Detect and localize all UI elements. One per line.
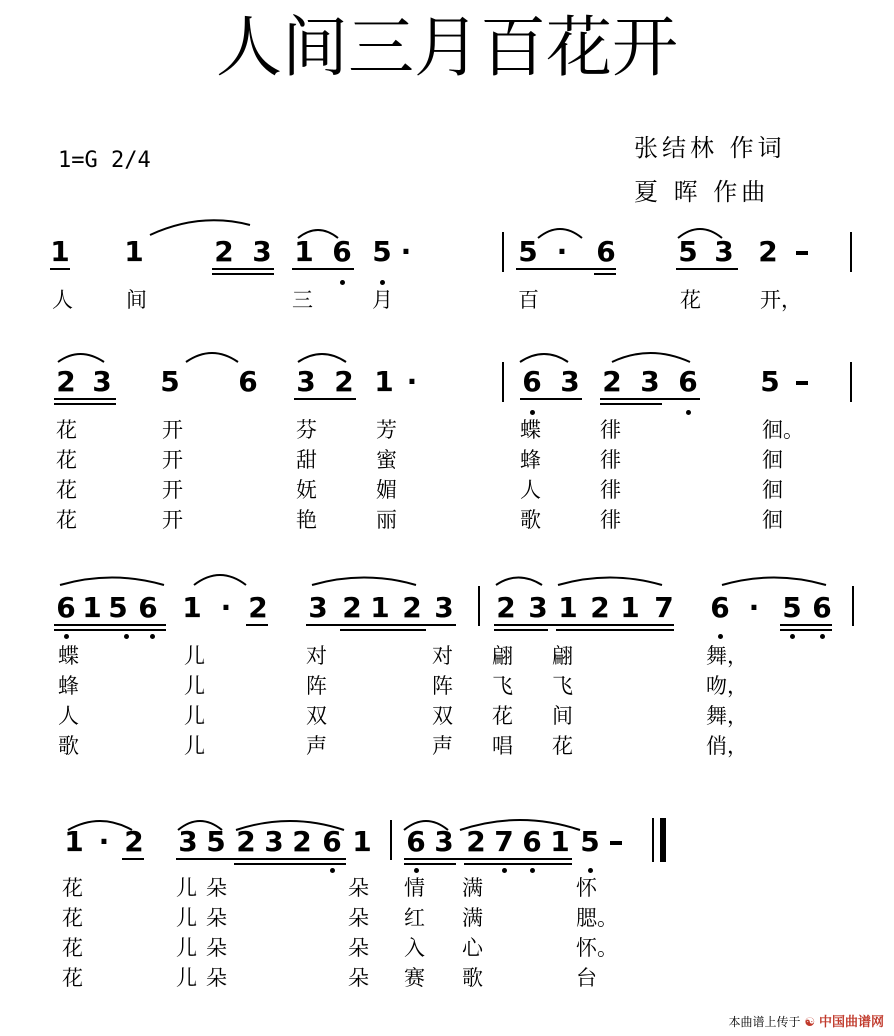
extension-dash <box>610 841 622 845</box>
lyric: 开 <box>162 508 183 532</box>
note: 1 <box>64 825 84 858</box>
lyric: 翩 <box>552 644 573 668</box>
augmentation-dot: · <box>406 365 418 398</box>
lyric: 开， <box>760 288 802 312</box>
note: 3 <box>178 825 198 858</box>
key-time-signature: 1=G 2/4 <box>58 148 151 173</box>
lyric: 间 <box>126 288 147 312</box>
lyric: 红 <box>404 906 425 930</box>
note: 5 <box>206 825 226 858</box>
page-title: 人间三月百花开 <box>216 9 678 86</box>
lyric: 舞， <box>706 644 748 668</box>
note: 1 <box>82 591 102 624</box>
lyric: 舞， <box>706 704 748 728</box>
lyric: 俏， <box>706 734 748 758</box>
lyric: 朵 <box>348 936 369 960</box>
note: 2 <box>248 591 268 624</box>
note: 2 <box>292 825 312 858</box>
lyric: 花 <box>62 966 83 990</box>
lyric: 徘 <box>600 478 621 502</box>
lyric: 飞 <box>492 674 513 698</box>
lyric: 儿 <box>176 966 197 990</box>
note: 6 <box>332 235 352 268</box>
note: 5 <box>580 825 600 858</box>
note: 6 <box>238 365 258 398</box>
lyric: 声 <box>306 734 327 758</box>
lyric: 对 <box>432 644 453 668</box>
lyric: 花 <box>680 288 701 312</box>
note: 3 <box>92 365 112 398</box>
lyricist-credit: 张结林 作词 <box>634 134 786 162</box>
lyric: 蝶 <box>520 418 541 442</box>
footer-watermark <box>729 1011 884 1030</box>
lyric: 满 <box>462 906 483 930</box>
augmentation-dot: · <box>400 235 412 268</box>
note: 6 <box>56 591 76 624</box>
lyric: 花 <box>56 418 77 442</box>
lyric: 朵 <box>348 966 369 990</box>
lyric: 徊 <box>762 448 783 472</box>
footer-text: 本曲谱上传于 <box>728 1015 801 1029</box>
lyric: 歌 <box>462 966 483 990</box>
note: 5 <box>760 365 780 398</box>
lyric: 翩 <box>492 644 513 668</box>
note: 3 <box>714 235 734 268</box>
augmentation-dot: · <box>98 825 110 858</box>
note: 5 <box>372 235 392 268</box>
lyric: 人 <box>58 704 79 728</box>
note: 3 <box>296 365 316 398</box>
note: 2 <box>56 365 76 398</box>
note: 3 <box>434 591 454 624</box>
footer-site-link[interactable]: 中国曲谱网 <box>818 1015 884 1030</box>
note: 2 <box>334 365 354 398</box>
lyric: 媚 <box>376 478 397 502</box>
note: 2 <box>342 591 362 624</box>
lyric: 花 <box>62 876 83 900</box>
lyric: 声 <box>432 734 453 758</box>
note: 6 <box>522 825 542 858</box>
lyric: 儿 <box>184 734 205 758</box>
note: 2 <box>214 235 234 268</box>
note: 1 <box>370 591 390 624</box>
note: 5 <box>108 591 128 624</box>
lyric: 花 <box>552 734 573 758</box>
lyric: 丽 <box>376 508 397 532</box>
lyric: 台 <box>576 966 597 990</box>
note: 1 <box>182 591 202 624</box>
lyric: 蜂 <box>520 448 541 472</box>
lyric: 月 <box>372 288 393 312</box>
lyric: 歌 <box>58 734 79 758</box>
note: 7 <box>494 825 514 858</box>
lyric: 花 <box>492 704 513 728</box>
lyric: 间 <box>552 704 573 728</box>
lyric: 腮。 <box>576 906 618 930</box>
note: 5 <box>160 365 180 398</box>
lyric: 阵 <box>432 674 453 698</box>
note: 5 <box>518 235 538 268</box>
note: 1 <box>550 825 570 858</box>
note: 6 <box>596 235 616 268</box>
lyric: 蝶 <box>58 644 79 668</box>
lyric: 儿 <box>176 936 197 960</box>
lyric: 芬 <box>296 418 317 442</box>
note: 2 <box>124 825 144 858</box>
note: 1 <box>374 365 394 398</box>
lyric: 花 <box>56 448 77 472</box>
lyric: 开 <box>162 418 183 442</box>
lyric: 三 <box>292 288 313 312</box>
note: 2 <box>466 825 486 858</box>
lyric: 徘 <box>600 418 621 442</box>
lyric: 对 <box>306 644 327 668</box>
note: 6 <box>812 591 832 624</box>
lyric: 徘 <box>600 508 621 532</box>
note: 2 <box>236 825 256 858</box>
lyric: 怀 <box>576 876 597 900</box>
note: 5 <box>678 235 698 268</box>
lyric: 儿 <box>184 674 205 698</box>
extension-dash <box>796 381 808 385</box>
lyric: 徊 <box>762 508 783 532</box>
note: 5 <box>782 591 802 624</box>
note: 3 <box>308 591 328 624</box>
note: 6 <box>522 365 542 398</box>
lyric: 朵 <box>348 906 369 930</box>
augmentation-dot: · <box>556 235 568 268</box>
lyric: 飞 <box>552 674 573 698</box>
lyric: 蜜 <box>376 448 397 472</box>
note: 3 <box>640 365 660 398</box>
lyric: 双 <box>306 704 327 728</box>
lyric: 怀。 <box>576 936 618 960</box>
note: 1 <box>294 235 314 268</box>
lyric: 儿 <box>184 644 205 668</box>
lyric: 朵 <box>348 876 369 900</box>
lyric: 唱 <box>492 734 513 758</box>
lyric: 朵 <box>206 936 227 960</box>
note: 6 <box>322 825 342 858</box>
lyric: 儿 <box>176 906 197 930</box>
lyric: 入 <box>404 936 425 960</box>
lyric: 心 <box>462 936 483 960</box>
note: 2 <box>496 591 516 624</box>
note: 1 <box>124 235 144 268</box>
lyric: 徊 <box>762 478 783 502</box>
note: 1 <box>50 235 70 268</box>
lyric: 百 <box>518 288 539 312</box>
note: 6 <box>406 825 426 858</box>
lyric: 满 <box>462 876 483 900</box>
note: 3 <box>560 365 580 398</box>
lyric: 赛 <box>404 966 425 990</box>
lyric: 徘 <box>600 448 621 472</box>
extension-dash <box>796 251 808 255</box>
site-logo-icon: ☯ <box>804 1015 816 1029</box>
lyric: 朵 <box>206 966 227 990</box>
lyric: 花 <box>62 936 83 960</box>
note: 3 <box>252 235 272 268</box>
note: 2 <box>590 591 610 624</box>
note: 6 <box>138 591 158 624</box>
note: 3 <box>528 591 548 624</box>
note: 1 <box>352 825 372 858</box>
note: 7 <box>654 591 674 624</box>
lyric: 妩 <box>296 478 317 502</box>
lyric: 徊。 <box>762 418 804 442</box>
lyric: 情 <box>404 876 425 900</box>
lyric: 开 <box>162 448 183 472</box>
note: 3 <box>264 825 284 858</box>
lyric: 阵 <box>306 674 327 698</box>
note: 2 <box>758 235 778 268</box>
lyric: 人 <box>520 478 541 502</box>
note: 6 <box>678 365 698 398</box>
note: 1 <box>558 591 578 624</box>
lyric: 歌 <box>520 508 541 532</box>
lyric: 蜂 <box>58 674 79 698</box>
lyric: 艳 <box>296 508 317 532</box>
lyric: 朵 <box>206 876 227 900</box>
note: 1 <box>620 591 640 624</box>
augmentation-dot: · <box>748 591 760 624</box>
lyric: 儿 <box>176 876 197 900</box>
lyric: 开 <box>162 478 183 502</box>
note: 2 <box>602 365 622 398</box>
lyric: 人 <box>52 288 73 312</box>
lyric: 芳 <box>376 418 397 442</box>
lyric: 吻， <box>706 674 748 698</box>
lyric: 花 <box>62 906 83 930</box>
lyric: 双 <box>432 704 453 728</box>
augmentation-dot: · <box>220 591 232 624</box>
lyric: 甜 <box>296 448 317 472</box>
note: 6 <box>710 591 730 624</box>
lyric: 花 <box>56 508 77 532</box>
lyric: 花 <box>56 478 77 502</box>
composer-credit: 夏 晖 作曲 <box>634 178 770 206</box>
lyric: 儿 <box>184 704 205 728</box>
lyric: 朵 <box>206 906 227 930</box>
note: 3 <box>434 825 454 858</box>
note: 2 <box>402 591 422 624</box>
